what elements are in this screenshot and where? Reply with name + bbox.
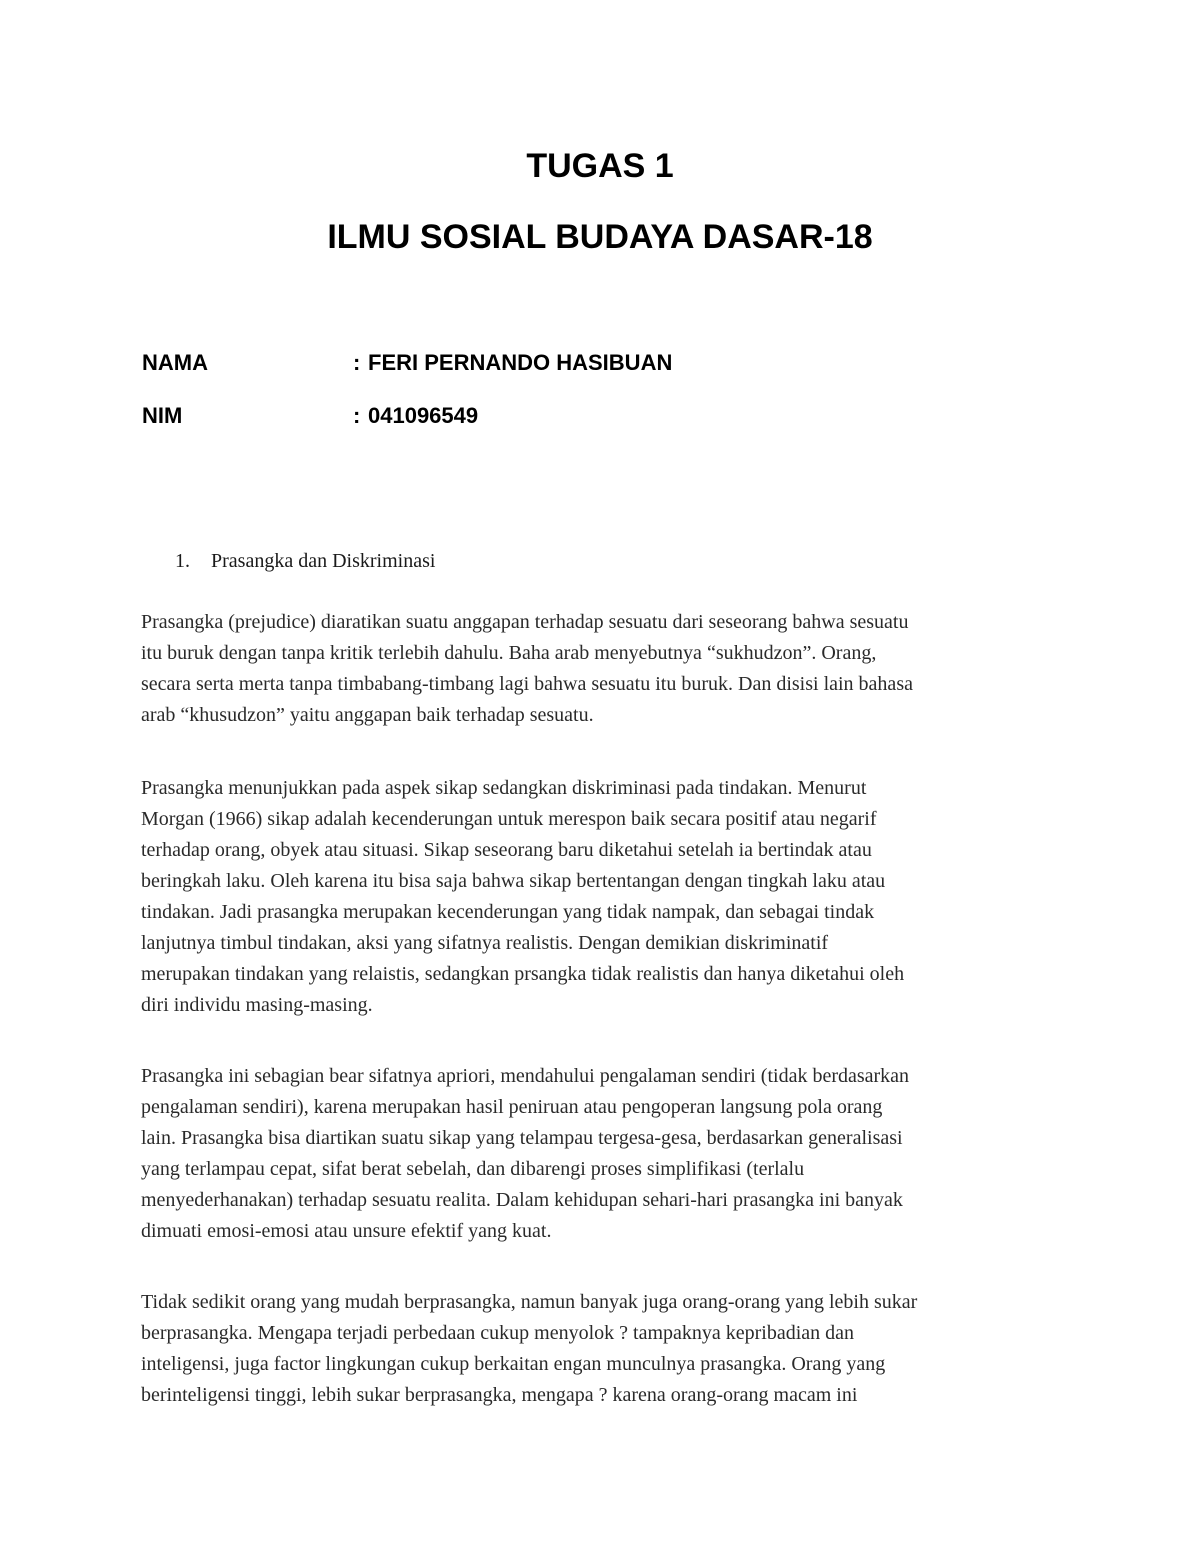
paragraph-line: tindakan. Jadi prasangka merupakan kecenderungan yang tidak nampak, dan sebagai tindak (141, 901, 875, 923)
paragraph-line: dimuati emosi-emosi atau unsure efektif yang kuat. (141, 1220, 552, 1242)
paragraph-line: arab “khusudzon” yaitu anggapan baik terhadap sesuatu. (141, 704, 594, 726)
paragraph-1 (141, 607, 1061, 731)
paragraph-line: Tidak sedikit orang yang mudah berprasangka, namun banyak juga orang-orang yang lebih sukar (141, 1291, 918, 1313)
name-label: NAMA (142, 350, 208, 375)
paragraph-line: Morgan (1966) sikap adalah kecenderungan untuk merespon baik secara positif atau negarif (141, 808, 877, 830)
section-heading (175, 548, 435, 574)
course-title: ILMU SOSIAL BUDAYA DASAR-18 (327, 218, 873, 256)
section-heading-text: Prasangka dan Diskriminasi (211, 550, 436, 572)
paragraph-line: berinteligensi tinggi, lebih sukar berprasangka, mengapa ? karena orang-orang macam ini (141, 1384, 858, 1406)
paragraph-line: pengalaman sendiri), karena merupakan hasil peniruan atau pengoperan langsung pola orang (141, 1096, 883, 1118)
paragraph-4 (141, 1287, 1061, 1411)
paragraph-line: inteligensi, juga factor lingkungan cukup berkaitan engan munculnya prasangka. Orang yang (141, 1353, 886, 1375)
paragraph-line: menyederhanakan) terhadap sesuatu realita. Dalam kehidupan sehari-hari prasangka ini banyak (141, 1189, 903, 1211)
nim-value: 041096549 (368, 403, 479, 428)
paragraph-line: yang terlampau cepat, sifat berat sebelah, dan dibarengi proses simplifikasi (terlalu (141, 1158, 805, 1180)
paragraph-line: merupakan tindakan yang relaistis, sedangkan prsangka tidak realistis dan hanya diketahui oleh (141, 963, 905, 985)
paragraph-line: lain. Prasangka bisa diartikan suatu sikap yang telampau tergesa-gesa, berdasarkan generalisasi (141, 1127, 903, 1149)
paragraph-line: terhadap orang, obyek atau situasi. Sikap seseorang baru diketahui setelah ia bertindak atau (141, 839, 872, 861)
paragraph-line: lanjutnya timbul tindakan, aksi yang sifatnya realistis. Dengan demikian diskriminatif (141, 932, 829, 954)
paragraph-line: Prasangka (prejudice) diaratikan suatu anggapan terhadap sesuatu dari seseorang bahwa sesuatu (141, 611, 909, 633)
paragraph-3 (141, 1061, 1061, 1247)
name-separator: : (353, 350, 361, 375)
paragraph-line: berprasangka. Mengapa terjadi perbedaan cukup menyolok ? tampaknya kepribadian dan (141, 1322, 855, 1344)
nim-label: NIM (142, 403, 183, 428)
paragraph-line: Prasangka menunjukkan pada aspek sikap sedangkan diskriminasi pada tindakan. Menurut (141, 777, 867, 799)
paragraph-line: Prasangka ini sebagian bear sifatnya apriori, mendahului pengalaman sendiri (tidak berdasarkan (141, 1065, 910, 1087)
paragraph-line: itu buruk dengan tanpa kritik terlebih dahulu. Baha arab menyebutnya “sukhudzon”. Orang, (141, 642, 877, 664)
document-title: TUGAS 1 (526, 147, 674, 185)
paragraph-line: secara serta merta tanpa timbabang-timbang lagi bahwa sesuatu itu buruk. Dan disisi lain bahasa (141, 673, 913, 695)
paragraph-2 (141, 773, 1061, 1021)
name-value: FERI PERNANDO HASIBUAN (368, 350, 673, 375)
nim-separator: : (353, 403, 361, 428)
section-number: 1. (175, 550, 190, 572)
paragraph-line: beringkah laku. Oleh karena itu bisa saja bahwa sikap bertentangan dengan tingkah laku atau (141, 870, 886, 892)
paragraph-line: diri individu masing-masing. (141, 994, 373, 1016)
